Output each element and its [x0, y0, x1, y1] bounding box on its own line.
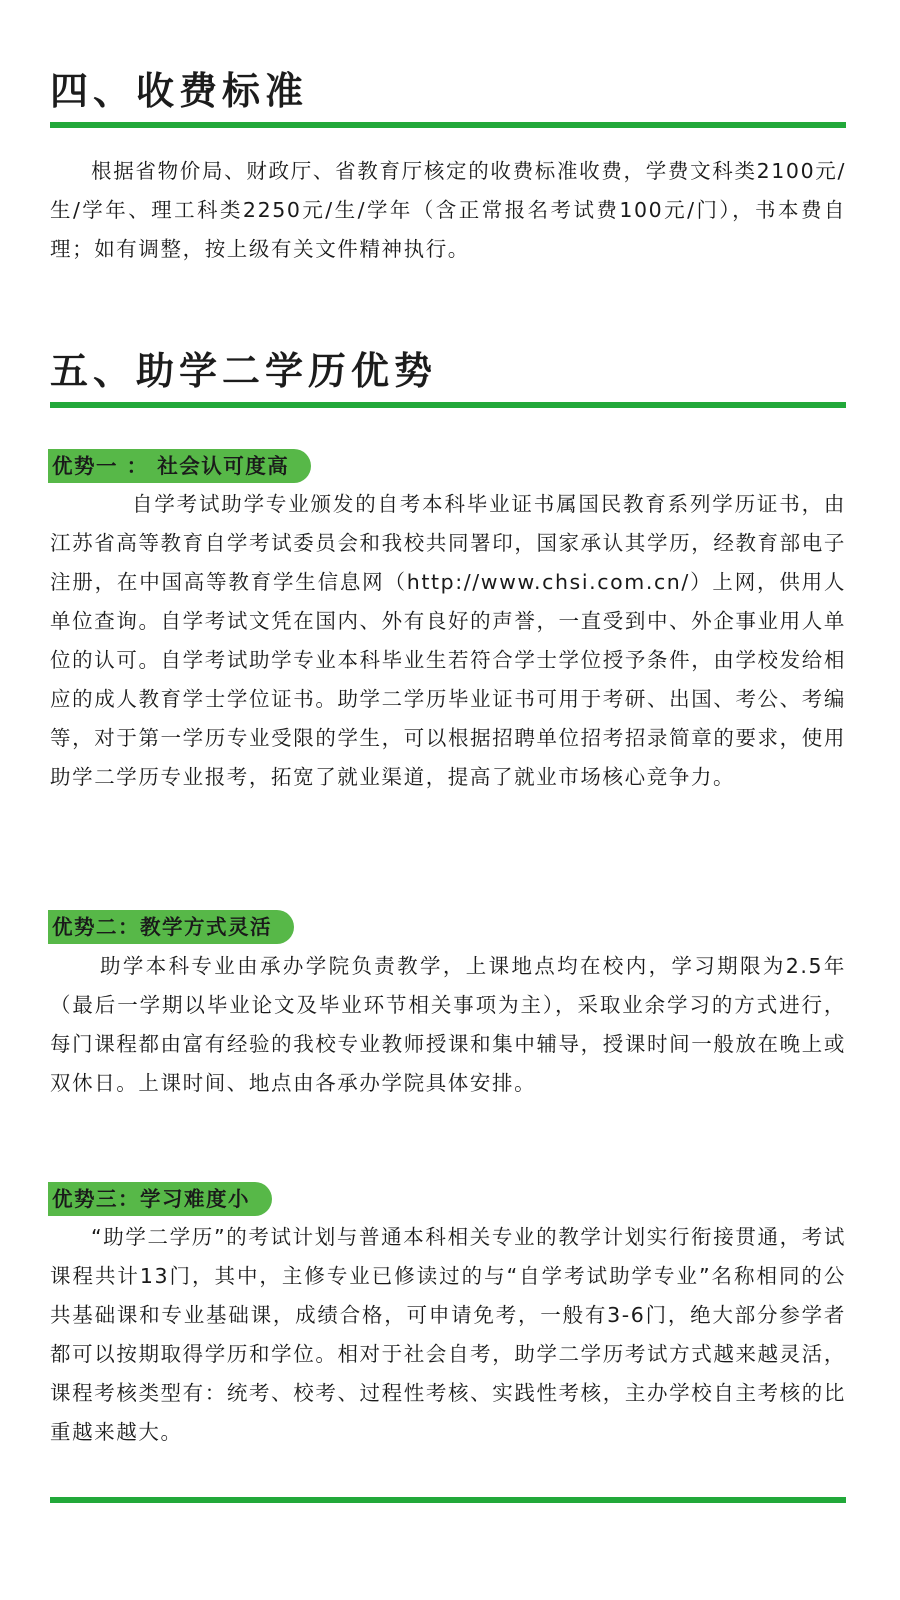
- advantage-1-text: 自学考试助学专业颁发的自考本科毕业证书属国民教育系列学历证书，由江苏省高等教育自学考试委员会和我校共同署印，国家承认其学历，经教育部电子注册，在中国高等教育学生信息网（http://www.chsi.com.cn/）上网，供用人单位查询。自学考试文凭在国内、外有良好的声誉，一直受到中、外企事业用人单位的认可。自学考试助学专业本科毕业生若符合学士学位授予条件，由学校发给相应的成人教育学士学位证书。助学二学历毕业证书可用于考研、出国、考公、考编等，对于第一学历专业受限的学生，可以根据招聘单位招考招录简章的要求，使用助学二学历专业报考，拓宽了就业渠道，提高了就业市场核心竞争力。: [50, 492, 846, 789]
- section-4-paragraph: 根据省物价局、财政厅、省教育厅核定的收费标准收费，学费文科类2100元/生/学年、理工科类2250元/生/学年（含正常报名考试费100元/门），书本费自理；如有调整，按上级有关文件精神执行。: [50, 159, 846, 261]
- section-4-divider: [50, 122, 846, 128]
- advantage-3-text: “助学二学历”的考试计划与普通本科相关专业的教学计划实行衔接贯通，考试课程共计13门，其中，主修专业已修读过的与“自学考试助学专业”名称相同的公共基础课和专业基础课，成绩合格，可申请免考，一般有3-6门，绝大部分参学者都可以按期取得学历和学位。相对于社会自考，助学二学历考试方式越来越灵活，课程考核类型有：统考、校考、过程性考核、实践性考核，主办学校自主考核的比重越来越大。: [50, 1225, 846, 1444]
- section-5-divider: [50, 402, 846, 408]
- section-4-title: 四、收费标准: [50, 69, 309, 113]
- advantage-3-label: 优势三：学习难度小: [48, 1182, 272, 1216]
- advantage-2-text: 助学本科专业由承办学院负责教学，上课地点均在校内，学习期限为2.5年（最后一学期以毕业论文及毕业环节相关事项为主），采取业余学习的方式进行，每门课程都由富有经验的我校专业教师授课和集中辅导，授课时间一般放在晚上或双休日。上课时间、地点由各承办学院具体安排。: [50, 954, 846, 1095]
- section-5-title: 五、助学二学历优势: [50, 349, 438, 393]
- advantage-2-label: 优势二：教学方式灵活: [48, 910, 294, 944]
- advantage-1-label: 优势一 ： 社会认可度高: [48, 449, 311, 483]
- bottom-divider: [50, 1497, 846, 1503]
